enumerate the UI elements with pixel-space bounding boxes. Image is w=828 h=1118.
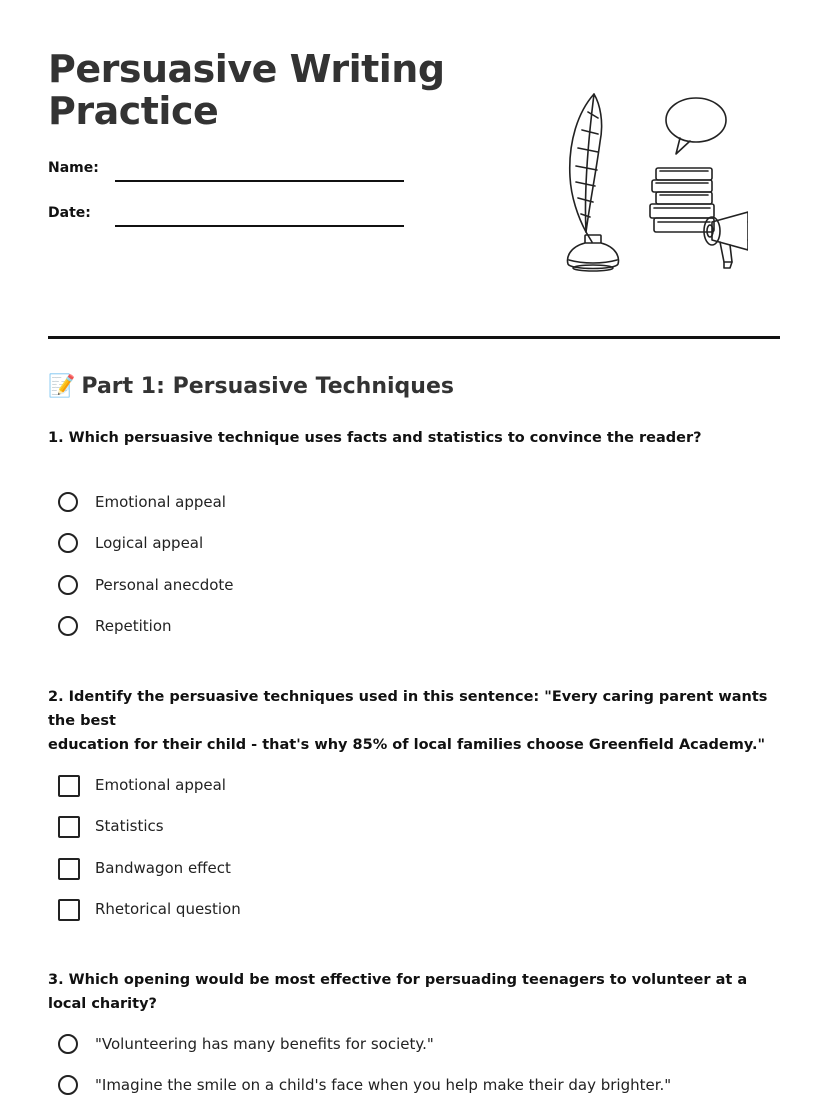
option-label: Rhetorical question: [95, 900, 241, 918]
question-3: 3. Which opening would be most effective for persuading teenagers to volunteer at a local charity?: [48, 972, 748, 1012]
checkbox[interactable]: [58, 899, 80, 921]
radio-button[interactable]: [58, 1075, 78, 1095]
speech-bubble-icon: [666, 98, 726, 154]
title-line-2: Practice: [48, 89, 219, 133]
quill-pen-icon: [570, 94, 602, 242]
writing-illustration: [548, 82, 748, 277]
megaphone-icon: [704, 212, 748, 268]
checkbox[interactable]: [58, 816, 80, 838]
radio-button[interactable]: [58, 575, 78, 595]
option-label: "Volunteering has many benefits for society.": [95, 1035, 434, 1053]
radio-button[interactable]: [58, 616, 78, 636]
checkbox[interactable]: [58, 858, 80, 880]
question-1: 1. Which persuasive technique uses facts and statistics to convince the reader?: [48, 430, 702, 446]
radio-button[interactable]: [58, 492, 78, 512]
book-stack-icon: [650, 168, 714, 232]
name-field[interactable]: [115, 180, 404, 182]
checkbox[interactable]: [58, 775, 80, 797]
date-field[interactable]: [115, 225, 404, 227]
section-title-part-1: [48, 374, 454, 399]
date-label: Date:: [48, 205, 91, 221]
option-label: Emotional appeal: [95, 493, 226, 511]
name-label: Name:: [48, 160, 99, 176]
header-divider: [48, 336, 780, 339]
question-2-line-1: 2. Identify the persuasive techniques used in this sentence: "Every caring parent wants the best: [48, 689, 768, 729]
option-label: "Imagine the smile on a child's face when you help make their day brighter.": [95, 1076, 672, 1094]
option-label: Bandwagon effect: [95, 859, 231, 877]
option-label: Emotional appeal: [95, 776, 226, 794]
radio-button[interactable]: [58, 1034, 78, 1054]
title-line-1: Persuasive Writing: [48, 47, 445, 91]
option-label: Logical appeal: [95, 534, 204, 552]
option-label: Statistics: [95, 817, 164, 835]
memo-icon: 📝: [48, 374, 76, 399]
section-title-text: Part 1: Persuasive Techniques: [81, 374, 454, 399]
page-title: [48, 48, 445, 132]
question-2: [48, 685, 780, 757]
option-label: Personal anecdote: [95, 576, 234, 594]
question-2-line-2: education for their child - that's why 85% of local families choose Greenfield Academy.": [48, 737, 766, 753]
radio-button[interactable]: [58, 533, 78, 553]
option-label: Repetition: [95, 617, 172, 635]
ink-bottle-icon: [568, 235, 619, 271]
